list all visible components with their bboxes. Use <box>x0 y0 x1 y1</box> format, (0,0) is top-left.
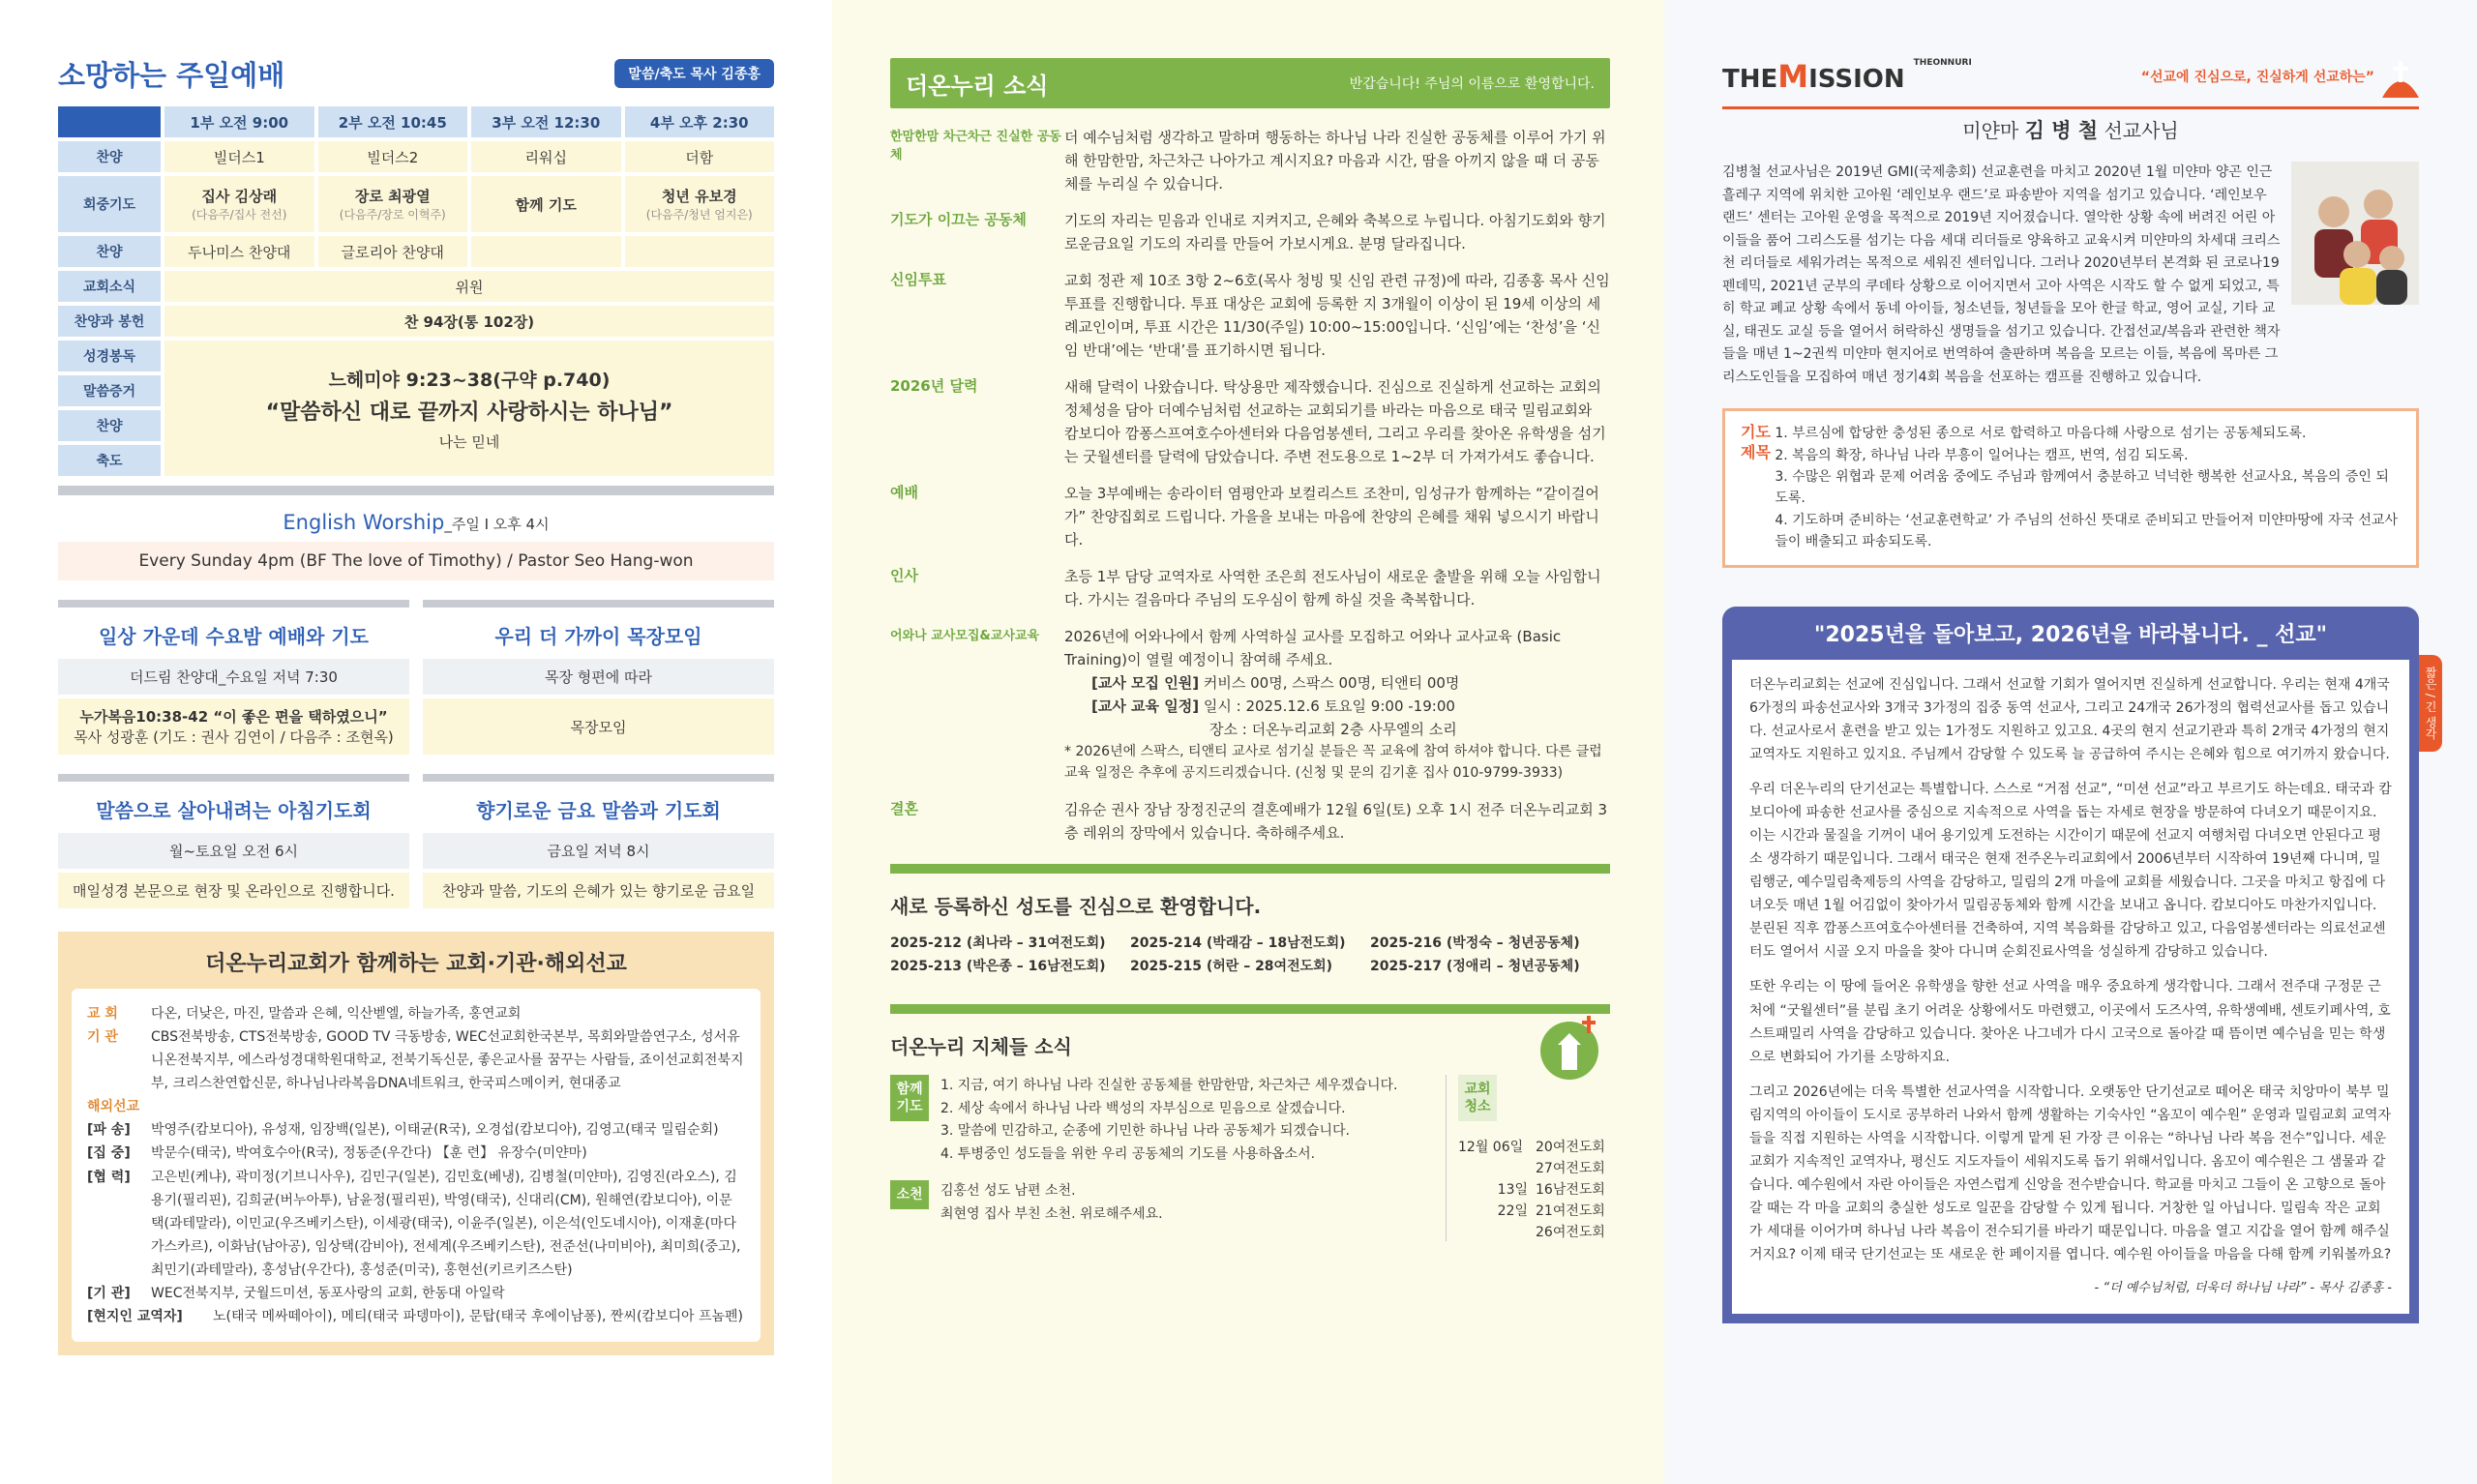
order-label: 찬양과 봉헌 <box>58 306 161 337</box>
praise-row <box>164 141 774 172</box>
list-item: 2025-217 (정애리 – 청년공동체) <box>1370 958 1580 974</box>
news-list <box>890 126 1610 845</box>
list-item: 2025-213 (박은종 – 16남전도회) <box>890 958 1106 974</box>
the-mission-logo: THEMISSION $^{THEONNURI}$ <box>1722 58 1972 95</box>
members-news <box>890 1004 1610 1241</box>
list-item: 1. 부르심에 합당한 충성된 종으로 서로 합력하고 마음다해 사랑으로 섬기는 공동체되도록. <box>1775 426 2307 442</box>
cleaning-schedule: 교회 청소 12월 06일 20여전도회 27여전도회 13일 16남전도회 22일 21여전도회 26여전도회 <box>1446 1075 1610 1241</box>
news-item: 2026년 달력 새해 달력이 나왔습니다. 탁상용만 제작했습니다. 진심으로 진실하게 선교하는 교회의 정체성을 담아 더예수님처럼 선교하는 교회되기를 바라는 마음으로 태국 밀림교회와 캄보디아 깜퐁스프여호수아센터와 다음엄봉센터, 그리고 우리를 찾아온 유학생을 섬기는 굿월센터를 달력에 담았습니다. 주변 전도용으로 1~2부 더 가져가셔도 좋습니다. <box>890 377 1606 465</box>
sermon-title: “말씀하신 대로 끝까지 사랑하시는 하나님” <box>265 400 673 425</box>
prayer-leader: 장로 최광열 (다음주/장로 이혁주) <box>318 176 468 232</box>
list-item: 2025-214 (박래감 – 18남전도회) <box>1130 935 1346 951</box>
side-tab: 짧은 / 긴 생각 <box>2419 655 2442 752</box>
missionary-intro: 김병철 선교사님은 2019년 GMI(국제총회) 선교훈련을 마치고 2020년 1월 미얀마 양곤 인근 흘레구 지역에 위치한 고아원 ‘레인보우 랜드’로 파송받아 지역을 섬기고 있습니다. ‘레인보우 랜드’ 센터는 고아원 운영을 목적으로 2019년 지어졌습니다. 열악한 상황 속에 버려진 어린 아이들을 품어 그리스도를 섬기는 다음 세대 리더들로 양육하고 교육시켜 미얀마의 차세대 크리스천 리더들로 세워가려는 목적으로 세워진 센터입니다. 그러나 2020년부터 본격화 된 코로나19 펜데믹, 2021년 군부의 쿠데타 상황으로 이어지면서 고아 사역은 시작도 할 수 없게 되었고, 특히 학교 폐교 상황 속에서 동네 아이들, 청소년들, 청년들을 모아 한글 학교, 영어 교실, 기타 교실, 태권도 교실 등을 열어서 허락하신 생명들을 섬기고 있습니다. 간접선교/복음과 관련한 책자들을 매년 1~2권씩 미얀마 현지어로 번역하여 출판하며 복음을 모르는 이들, 복음에 목마른 그리스도인들을 모집하여 매년 정기4회 복음을 선포하는 캠프를 진행하고 있습니다. <box>1722 162 2419 389</box>
new-members-list <box>890 933 1610 975</box>
choir: 두나미스 찬양대 <box>164 236 314 267</box>
news-column <box>832 0 1664 1484</box>
praise-team: 더함 <box>625 141 775 172</box>
cross-hill-icon <box>2382 55 2419 98</box>
order-label: 축도 <box>58 445 161 476</box>
service-time: 3부 오전 12:30 <box>471 106 621 137</box>
sermon-reference: 느헤미야 9:23~38(구약 p.740) <box>328 369 611 391</box>
news-item-awana: 어와나 교사모집&교사교육 2026년에 어와나에서 함께 사역하실 교사를 모집하고 어와나 교사교육 (Basic Training)이 열릴 예정이니 참여해 주세요. [교사 모집 인원] 커비스 00명, 스팍스 00명, 티앤티 00명 [교사 교육 일정] 일시 : 2025.12.6 토요일 9:00 -19:00 장소 : 더온누리교회 2층 사무엘의 소리 * 2026년에 스팍스, 티앤티 교사로 섬기실 분들은 꼭 교육에 참여 하셔야 합니다. 다른 클럽 교육 일정은 추후에 공지드리겠습니다. (신청 및 문의 김기훈 집사 010-9799-3933) <box>890 628 1602 782</box>
praise-team: 리워십 <box>471 141 621 172</box>
divider <box>58 486 774 495</box>
list-item: 최현영 집사 부친 소천. 위로해주세요. <box>940 1205 1163 1222</box>
column-signature: - “더 예수님처럼, 더욱더 하나님 나라” - 목사 김종홍 - <box>2094 1281 2392 1296</box>
cell-meeting: 우리 더 가까이 목장모임 목장 형편에 따라 목장모임 <box>423 600 774 755</box>
column-body: 더온누리교회는 선교에 진심입니다. 그래서 선교할 기회가 열어지면 진실하게 선교합니다. 우리는 현재 4개국 6가정의 파송선교사와 3개국 3가정의 집중 동역 선교사, 그리고 24개국 26가정의 협력선교사를 돕고 있습니다. 선교사로서 훈련을 받고 있는 1가정도 지원하고 있고요. 4곳의 현지 선교기관과 특히 2개국 4가정의 현지 교역자도 지원하고 있지요. 주님께서 감당할 수 있도록 늘 공급하여 주시는 은혜와 힘으로 여기까지 왔습니다. 우리 더온누리의 단기선교는 특별합니다. 스스로 “거점 선교”, “미션 선교”라고 부르기도 하는데요. 태국과 캄보디아에 파송한 선교사를 중심으로 지속적으로 사역을 돕는 자세로 현장을 방문하여 다녀오기 때문이지요. 이는 시간과 물질을 기꺼이 내어 용기있게 도전하는 시간이기 때문에 선교지 여행처럼 다녀오면 안된다고 평소 생각하기 때문입니다. 그래서 태국은 현재 전주온누리교회에서 2006년부터 시작하여 19년째 다니며, 밀림행군, 예수밀림축제등의 사역을 감당하고, 밀림의 2개 마을에 교회를 세웠습니다. 그곳을 마치고 항집에 다녀오듯 매년 1월 어김없이 찾아가서 밀림공동체와 함께 시간을 보내고 옵니다. 캄보디아도 마찬가지입니다. 분린된 직후 깜퐁스프여호수아센터를 건축하여, 지역 복음화를 감당하고 있고, 다음엄봉센터라는 의료선교센터도 열어서 시골 오지 마을을 찾아 다니며 순회진료사역을 성실하게 감당하고 있습니다. 또한 우리는 이 땅에 들어온 유학생을 향한 선교 사역을 매우 중요하게 생각합니다. 그래서 전주대 구정문 근처에 “굿월센터”를 분립 초기 어려운 상황에서도 마련했고, 이곳에서 도즈사역, 유학생예배, 센토키페사역, 호스트패밀리 사역을 감당하고 있습니다. 찾아온 나그네가 다시 고국으로 돌아갈 때 뜸이면 예수님을 믿는 학생으로 변화되어 가기를 소망하지요. 그리고 2026년에는 더욱 특별한 선교사역을 시작합니다. 오랫동안 단기선교로 떼어온 태국 치앙마이 북부 밀림지역의 아이들이 도시로 공부하러 나와서 함께 생활하는 기숙사인 “옴꼬이 예수원” 운영과 밀림교회 교역자들을 직접 지원하는 사역을 시작합니다. 이렇게 맡게 된 가장 큰 이유는 “하나님 나라 복음 전수”입니다. 세운 교회가 지속적인 교역자나, 평신도 지도자들이 세워지도록 돕기 위해서입니다. 옴꼬이 예수원은 그 샘물과 같습니다. 예수원에서 자란 아이들은 자연스럽게 신앙을 전수받습니다. 학교를 마치고 그들이 온 고향으로 돌아갈 때는 각 마을 교회의 충실한 성도로 일꾼을 감당할 수 있게 됩니다. 거창한 일 아닙니다. 밀림속 작은 교회가 세대를 이어가며 하나님 나라 복음이 전수되기를 바라기 때문입니다. 마음을 열고 지갑을 열어 함께 해주실 거지요? 이제 태국 단기선교는 또 새로운 한 페이지를 엽니다. 예수원 아이들을 마음을 다해 함께 키워볼까요? - “더 예수님처럼, 더욱더 하나님 나라” - 목사 김종홍 - <box>1732 660 2409 1314</box>
news-header <box>890 58 1610 108</box>
prayer-leader: 청년 유보경 (다음주/청년 엄지은) <box>625 176 775 232</box>
friday-prayer: 향기로운 금요 말씀과 기도회 금요일 저녁 8시 찬양과 말씀, 기도의 은혜가 있는 향기로운 금요일 <box>423 774 774 908</box>
list-item: 2025-215 (허란 – 28여전도회) <box>1130 958 1333 974</box>
pastor-column <box>1722 607 2437 1323</box>
mission-list: 교 회 다온, 더낮은, 마진, 말씀과 은혜, 익산벧엘, 하늘가족, 홍연교회 기 관 CBS전북방송, CTS전북방송, GOOD TV 극동방송, WEC선교회한국본부, 목회와말씀연구소, 성서유니온전북지부, 에스라성경대학원대학교, 전북기독신문, 좋은교사를 꿈꾸는 사람들, 죠이선교회전북지부, 크리스찬연합신문, 하나님나라복음DNA네트워크, 한국피스메이커, 현대종교 해외선교 [파 송] 박영주(캄보디아), 유성재, 임장백(일본), 이태균(R국), 오경섭(캄보디아), 김영고(태국 밀림순회) [집 중] 박문수(태국), 박여호수아(R국), 정동준(우간다) 【훈 련】 유장수(미얀마) [협 력] 고은빈(케냐), 곽미정(기브니사우), 김민구(일본), 김민호(베냉), 김병철(미얀마), 김영진(라오스), 김용기(필리핀), 김희균(버누아투), 남윤정(필리핀), 박영(태국), 신대리(CM), 원해연(캄보디아), 이문택(과테말라), 이민교(우즈베키스탄), 이세광(태국), 이윤주(일본), 이은석(인도네시아), 이재훈(마다가스카르), 이화남(남아공), 임상택(감비아), 전세계(우즈베키스탄), 전준선(나미비아), 최미희(중고), 최민기(과테말라), 홍성남(우간다), 홍성준(미국), 홍현선(키르키즈스탄) [기 관] WEC전북지부, 굿월드미션, 동포사랑의 교회, 한동대 아일락 [현지인 교역자] 노(태국 메싸떼아이), 메티(태국 파뎅마이), 문탑(태국 후에이남퐁), 짠씨(캄보디아 프놈펜) <box>72 989 761 1342</box>
hymn-cell: 찬 94장(통 102장) <box>164 306 774 337</box>
english-worship-info: Every Sunday 4pm (BF The love of Timothy) / Pastor Seo Hang-won <box>58 542 774 580</box>
mission-header <box>1722 52 2419 101</box>
choir-empty <box>471 236 621 267</box>
praise-team: 빌더스2 <box>318 141 468 172</box>
news-subtitle: 반갑습니다! 주님의 이름으로 환영합니다. <box>1349 76 1595 92</box>
sermon-cell <box>164 341 774 476</box>
column-title: "2025년을 돌아보고, 2026년을 바라봅니다. _ 선교" <box>1813 622 2328 647</box>
news-item: 신임투표 교회 정관 제 10조 3항 2~6호(목사 청빙 및 신임 관련 규정)에 따라, 김종홍 목사 신임투표를 진행합니다. 투표 대상은 교회에 등록한 지 3개월이 이상이 된 19세 이상의 세례교인이며, 투표 시간은 11/30(주일) 10:00~15:00입니다. ‘신임’에는 ‘찬성’을 ‘신임 반대’에는 ‘반대’를 표기하시면 됩니다. <box>890 271 1610 359</box>
news-item: 기도가 이끄는 공동체 기도의 자리는 믿음과 인내로 지켜지고, 은혜와 축복으로 누립니다. 아침기도회와 향기로운금요일 기도의 자리를 만들어 가보시게요. 분명 달라집니다. <box>890 211 1606 252</box>
order-label: 찬양 <box>58 236 161 267</box>
worship-column <box>0 0 832 1484</box>
church-icon <box>1533 1012 1606 1082</box>
list-item: 2. 세상 속에서 하나님 나라 백성의 자부심으로 믿음으로 살겠습니다. <box>940 1100 1346 1116</box>
prayer-topics: 기도 제목 1. 부르심에 합당한 충성된 종으로 서로 합력하고 마음다해 사랑으로 섬기는 공동체되도록. 2. 복음의 확장, 하나님 나라 부흥이 일어나는 캠프, 번역, 섬김 되도록. 3. 수많은 위협과 문제 어려움 중에도 주님과 함께여서 충분하고 넉넉한 행복한 선교사요, 복음의 증인 되도록. 4. 기도하며 준비하는 ‘선교훈련학교’ 가 주님의 선하신 뜻대로 준비되고 만들어져 미얀마땅에 자국 선교사들이 배출되고 파송되도록. <box>1722 408 2419 567</box>
prayer-leader: 함께 기도 <box>471 176 621 232</box>
missionary-name: 미얀마 김 병 철 선교사님 <box>1962 119 2179 142</box>
service-time: 2부 오전 10:45 <box>318 106 468 137</box>
list-item: 4. 기도하며 준비하는 ‘선교훈련학교’ 가 주님의 선하신 뜻대로 준비되고 만들어져 미얀마땅에 자국 선교사들이 배출되고 파송되도록. <box>1775 512 2398 550</box>
missionary-family-photo <box>2291 162 2419 305</box>
wednesday-service: 일상 가운데 수요밤 예배와 기도 더드림 찬양대_수요일 저녁 7:30 누가복음10:38-42 “이 좋은 편을 택하였으니” 목사 성광훈 (기도 : 권사 김연이 / 다음주 : 조현옥) <box>58 600 409 755</box>
order-label: 찬양 <box>58 410 161 441</box>
list-item: 김홍선 성도 남편 소천. <box>940 1182 1076 1199</box>
weekday-services-bottom <box>58 774 774 908</box>
order-label: 교회소식 <box>58 271 161 302</box>
sermon-praise: 나는 믿네 <box>438 432 500 451</box>
news-item: 예배 오늘 3부예배는 송라이터 염평안과 보컬리스트 조찬미, 임성규가 함께하는 “같이걸어가” 찬양집회로 드립니다. 가을을 보내는 마음에 찬양의 은혜를 채워 넣으시기 바랍니다. <box>890 484 1599 549</box>
list-item: 3. 말씀에 민감하고, 순종에 기민한 하나님 나라 공동체가 되겠습니다. <box>940 1123 1351 1140</box>
prayer-requests: 함께 기도 1. 지금, 여기 하나님 나라 진실한 공동체를 한맘한맘, 차근차근 세우겠습니다. 2. 세상 속에서 하나님 나라 백성의 자부심으로 믿음으로 살겠습니다. 3. 말씀에 민감하고, 순종에 기민한 하나님 나라 공동체가 되겠습니다. 4. 투병중인 성도들을 위한 우리 공동체의 기도를 사용하옵소서. <box>890 1075 1446 1167</box>
news-title: 더온누리 소식 <box>906 72 1049 100</box>
worship-header <box>58 52 774 95</box>
order-label: 회중기도 <box>58 176 161 232</box>
prayer-leader: 집사 김상래 (다음주/집사 전선) <box>164 176 314 232</box>
preacher-badge: 말씀/축도 목사 김종홍 <box>614 59 774 88</box>
sermon-labels <box>58 341 161 476</box>
list-item: 1. 지금, 여기 하나님 나라 진실한 공동체를 한맘한맘, 차근차근 세우겠습니다. <box>940 1077 1398 1093</box>
choir-row <box>164 236 774 267</box>
worship-order-table <box>58 106 774 476</box>
weekday-services-top <box>58 600 774 755</box>
english-worship-title: English Worship_주일 I 오후 4시 <box>283 511 550 534</box>
prayer-row <box>164 176 774 232</box>
service-time: 4부 오후 2:30 <box>625 106 775 137</box>
praise-team: 빌더스1 <box>164 141 314 172</box>
service-time: 1부 오전 9:00 <box>164 106 314 137</box>
dawn-prayer: 말씀으로 살아내려는 아침기도회 월~토요일 오전 6시 매일성경 본문으로 현장 및 온라인으로 진행합니다. <box>58 774 409 908</box>
table-corner <box>58 106 161 137</box>
news-item: 한맘한맘 차근차근 진실한 공동체 더 예수님처럼 생각하고 말하며 행동하는 하나님 나라 진실한 공동체를 이루어 가기 위해 한맘한맘, 차근차근 나아가고 계시지요? 마음과 시간, 땀을 아끼지 않을 때 더 공동체를 누리실 수 있습니다. <box>890 129 1606 193</box>
new-members <box>890 864 1610 975</box>
news-item: 인사 초등 1부 담당 교역자로 사역한 조은희 전도사님이 새로운 출발을 위해 오늘 사임합니다. 가시는 걸음마다 주님의 도우심이 함께 하실 것을 축복합니다. <box>890 567 1601 608</box>
list-item: 2025-212 (최나라 – 31여전도회) <box>890 935 1106 951</box>
list-item: 4. 투병중인 성도들을 위한 우리 공동체의 기도를 사용하옵소서. <box>940 1146 1316 1163</box>
mission-title: 더온누리교회가 함께하는 교회·기관·해외선교 <box>205 952 627 976</box>
list-item: 3. 수많은 위협과 문제 어려움 중에도 주님과 함께여서 충분하고 넉넉한 행복한 선교사요, 복음의 증인 되도록. <box>1775 468 2389 507</box>
list-item: 2025-216 (박정숙 – 청년공동체) <box>1370 935 1580 951</box>
members-news-title: 더온누리 지체들 소식 <box>890 1034 1072 1058</box>
church-news-cell: 위원 <box>164 271 774 302</box>
tagline: “선교에 진심으로, 진실하게 선교하는” <box>2140 70 2374 85</box>
new-members-title: 새로 등록하신 성도를 진심으로 환영합니다. <box>890 894 1262 918</box>
choir: 글로리아 찬양대 <box>318 236 468 267</box>
service-times-row <box>164 106 774 137</box>
mission-column <box>1664 0 2477 1484</box>
list-item: 2. 복음의 확장, 하나님 나라 부흥이 일어나는 캠프, 번역, 섬김 되도록. <box>1775 447 2189 463</box>
order-label: 성경봉독 <box>58 341 161 371</box>
mission-partners <box>58 932 774 1355</box>
worship-title: 소망하는 주일예배 <box>58 58 285 92</box>
order-label: 찬양 <box>58 141 161 172</box>
choir-empty <box>625 236 775 267</box>
condolences: 소천 김홍선 성도 남편 소천. 최현영 집사 부친 소천. 위로해주세요. <box>890 1180 1446 1227</box>
order-label: 말씀증거 <box>58 375 161 406</box>
news-item-wedding: 결혼 김유순 권사 장남 장정진군의 결혼예배가 12월 6일(토) 오후 1시 전주 더온누리교회 3층 레위의 장막에서 있습니다. 축하해주세요. <box>890 799 1608 842</box>
